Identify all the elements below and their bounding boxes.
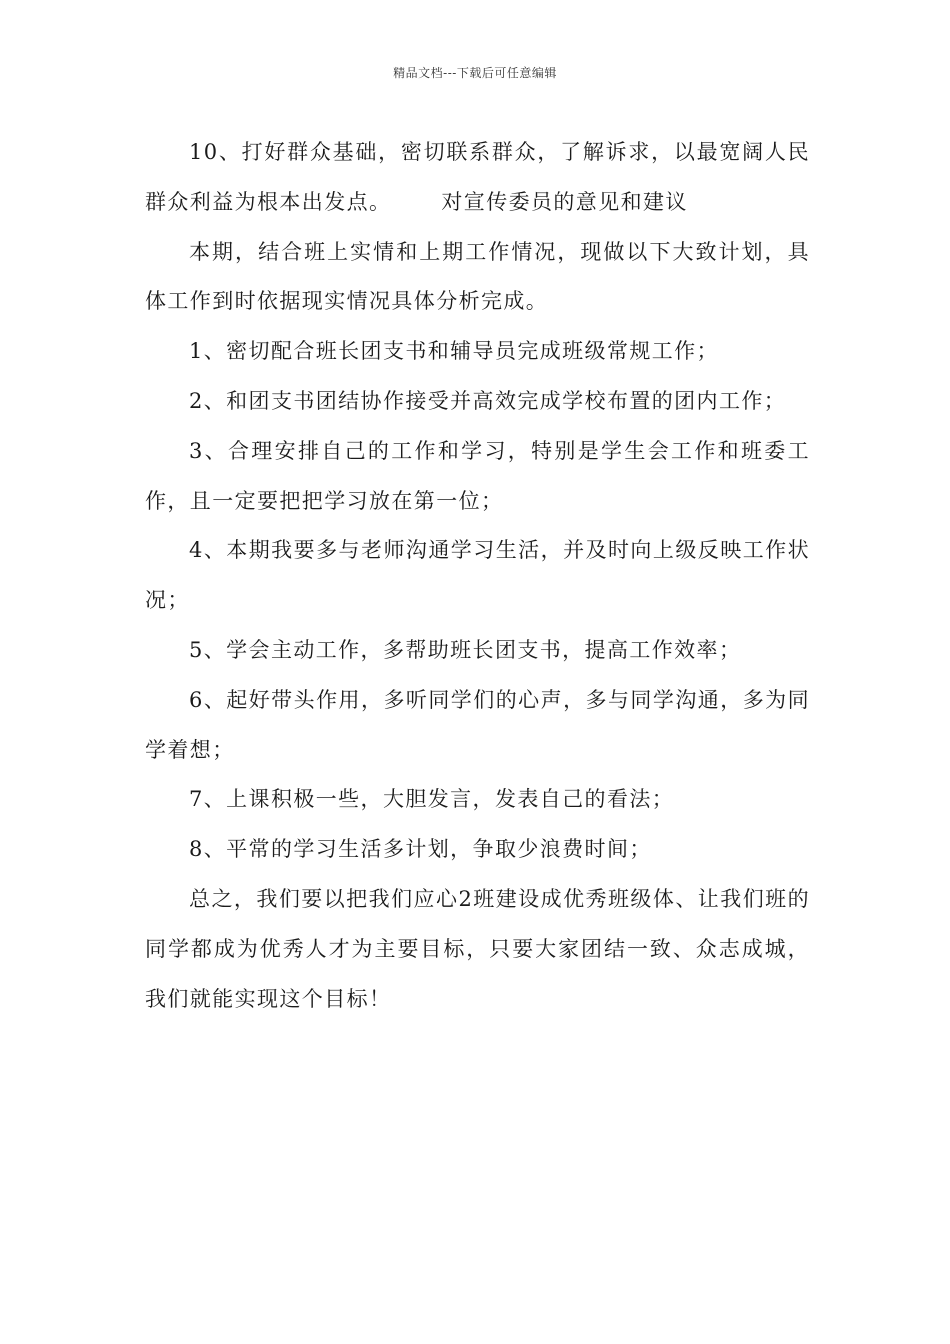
paragraph-text: 5、学会主动工作，多帮助班长团支书，提高工作效率； [189, 637, 742, 662]
paragraph-text: 8、平常的学习生活多计划，争取少浪费时间； [189, 837, 652, 862]
paragraph-intro [145, 228, 810, 328]
list-item-7 [145, 775, 810, 825]
paragraph-text: 3、合理安排自己的工作和学习，特别是学生会工作和班委工作，且一定要把把学习放在第一位； [145, 438, 810, 513]
paragraph-text: 10、打好群众基础，密切联系群众，了解诉求，以最宽阔人民群众利益为根本出发点。 [145, 140, 810, 214]
paragraph-text: 2、和团支书团结协作接受并高效完成学校布置的团内工作； [189, 388, 787, 413]
list-item-2 [145, 377, 810, 427]
list-item-3 [145, 427, 810, 527]
paragraph-10 [145, 128, 810, 228]
paragraph-text: 6、起好带头作用，多听同学们的心声，多与同学沟通，多为同学着想； [145, 687, 810, 762]
list-item-8 [145, 825, 810, 875]
section-heading: 对宣传委员的意见和建议 [441, 189, 688, 214]
paragraph-text: 总之，我们要以把我们应心2班建设成优秀班级体、让我们班的同学都成为优秀人才为主要目标，只要大家团结一致、众志成城，我们就能实现这个目标！ [145, 886, 810, 1011]
paragraph-text: 4、本期我要多与老师沟通学习生活，并及时向上级反映工作状况； [145, 538, 810, 613]
page-header: 精品文档---下载后可任意编辑 [393, 66, 557, 80]
list-item-6 [145, 676, 810, 776]
paragraph-text: 本期，结合班上实情和上期工作情况，现做以下大致计划，具体工作到时依据现实情况具体分析完成。 [145, 239, 810, 314]
paragraph-text: 7、上课积极一些，大胆发言，发表自己的看法； [189, 787, 675, 812]
list-item-1 [145, 327, 810, 377]
list-item-5 [145, 626, 810, 676]
paragraph-conclusion [145, 875, 810, 1024]
document-body [145, 128, 810, 1024]
paragraph-text: 1、密切配合班长团支书和辅导员完成班级常规工作； [189, 339, 719, 364]
list-item-4 [145, 526, 810, 626]
